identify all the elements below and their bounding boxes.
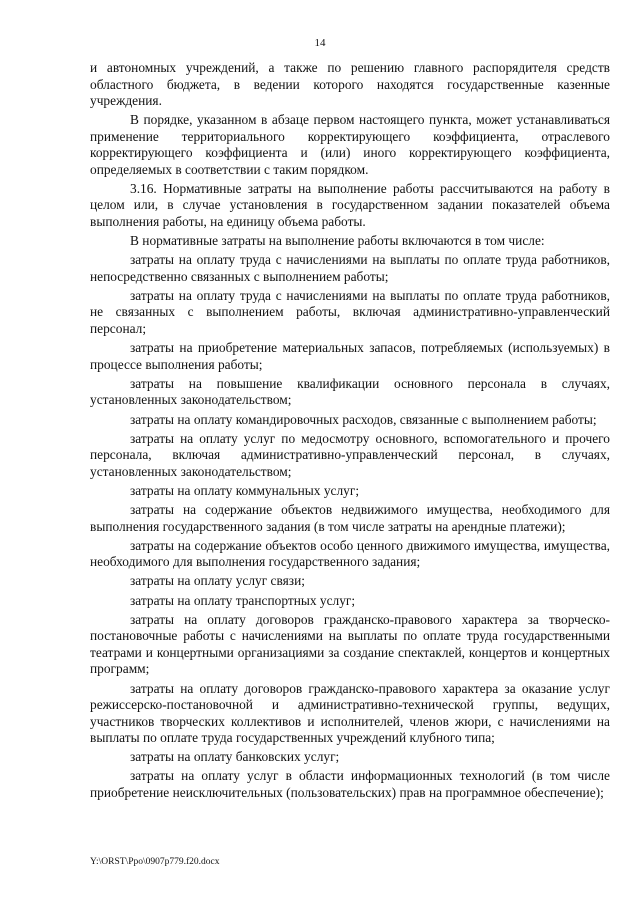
list-item: затраты на оплату труда с начислениями на выплаты по оплате труда работников, непосредственно связанных с выполнением работы;	[90, 252, 610, 284]
list-item: затраты на оплату услуг в области информационных технологий (в том числе приобретение неисключительных (пользовательских) прав на программное обеспечение);	[90, 768, 610, 800]
list-item: затраты на содержание объектов особо ценного движимого имущества, имущества, необходимого для выполнения государственного задания;	[90, 537, 610, 570]
list-item: затраты на оплату труда с начислениями на выплаты по оплате труда работников, не связанных с выполнением работы, включая административно-управленческий персонал;	[90, 287, 610, 336]
list-item: затраты на оплату договоров гражданско-правового характера за творческо-постановочные работы с начислениями на выплаты по оплате труда государственными театрами и концертными организациями за создание спектаклей, концертов и концертных программ;	[90, 611, 610, 677]
paragraph-list-intro: В нормативные затраты на выполнение работы включаются в том числе:	[130, 233, 545, 249]
list-item: затраты на оплату услуг по медосмотру основного, вспомогательного и прочего персонала, включая административно-управленческий персонал, в случаях, установленных законодательством;	[90, 430, 610, 479]
document-body	[90, 60, 610, 804]
list-item: затраты на приобретение материальных запасов, потребляемых (используемых) в процессе выполнения работы;	[90, 340, 610, 372]
list-item: затраты на оплату договоров гражданско-правового характера за оказание услуг режиссерско-постановочной и административно-технической группы, ведущих, участников творческих коллективов и исполнителей, членов жюри, с начислениями на выплаты по оплате труда государственных учреждений клубного типа;	[90, 680, 610, 745]
paragraph-coefficients: В порядке, указанном в абзаце первом настоящего пункта, может устанавливаться применение территориального корректирующего коэффициента, отраслевого корректирующего коэффициента и (или) иного корректирующего коэффициента, определяемых в соответствии с таким порядком.	[90, 112, 610, 177]
footer-file-path: Y:\ORST\Ppo\0907p779.f20.docx	[90, 857, 220, 867]
list-item: затраты на оплату услуг связи;	[130, 573, 305, 589]
list-item: затраты на оплату коммунальных услуг;	[130, 482, 360, 498]
paragraph-continuation: и автономных учреждений, а также по решению главного распорядителя средств областного бюджета, в ведении которого находятся государственные казенные учреждения.	[90, 60, 610, 108]
page-number: 14	[314, 37, 326, 49]
list-item: затраты на содержание объектов недвижимого имущества, необходимого для выполнения государственного задания (в том числе затраты на арендные платежи);	[90, 502, 610, 534]
list-item: затраты на оплату командировочных расходов, связанные с выполнением работы;	[130, 411, 597, 427]
list-item: затраты на оплату транспортных услуг;	[130, 592, 356, 608]
list-item: затраты на повышение квалификации основного персонала в случаях, установленных законодательством;	[90, 375, 610, 408]
paragraph-clause-3-16: 3.16. Нормативные затраты на выполнение работы рассчитываются на работу в целом или, в случае установления в государственном задании показателей объема выполнения работы, на единицу объема работы.	[90, 180, 610, 229]
list-item: затраты на оплату банковских услуг;	[130, 749, 340, 765]
